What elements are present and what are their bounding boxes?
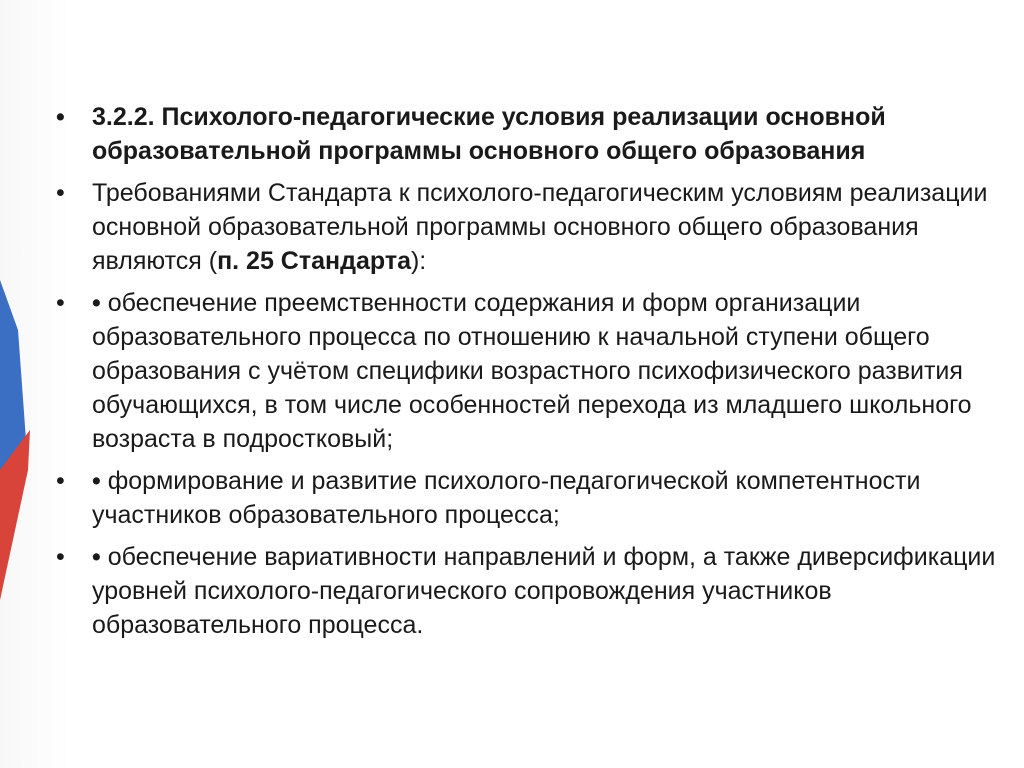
- inline-bullet: •: [92, 543, 101, 571]
- heading-text: 3.2.2. Психолого-педагогические условия реализации основной образовательной программы основного общего образования: [92, 103, 886, 165]
- continuity-text: обеспечение преемственности содержания и форм организации образовательного процесса по отношению к начальной ступени общего образования с учётом специфики возрастного психофизического развития обучающихся, в том числе особенностей перехода из младшего школьного возраста в подростковый;: [92, 289, 972, 453]
- list-item-competence: [56, 464, 1021, 532]
- inline-bullet: •: [92, 467, 101, 495]
- list-item-continuity: [56, 286, 1021, 456]
- requirements-end: ):: [410, 247, 427, 275]
- bullet-marker: •: [56, 103, 65, 131]
- bullet-list: [56, 100, 1021, 650]
- list-item-heading: [56, 100, 1021, 168]
- bullet-marker: •: [56, 467, 65, 495]
- requirements-intro: Требованиями Стандарта к психолого-педагогическим условиям реализации основной образовательной программы основного общего образования являются (: [92, 179, 988, 275]
- inline-bullet: •: [92, 289, 101, 317]
- list-item-requirements: [56, 176, 1021, 278]
- bullet-marker: •: [56, 179, 65, 207]
- standard-reference: п. 25 Стандарта: [217, 247, 411, 275]
- bullet-marker: •: [56, 289, 65, 317]
- decorative-stripes: [0, 0, 40, 768]
- bullet-marker: •: [56, 543, 65, 571]
- competence-text: формирование и развитие психолого-педагогической компетентности участников образовательного процесса;: [92, 467, 921, 529]
- list-item-variability: [56, 540, 1021, 642]
- variability-text: обеспечение вариативности направлений и форм, а также диверсификации уровней психолого-педагогического сопровождения участников образовательного процесса.: [92, 543, 996, 639]
